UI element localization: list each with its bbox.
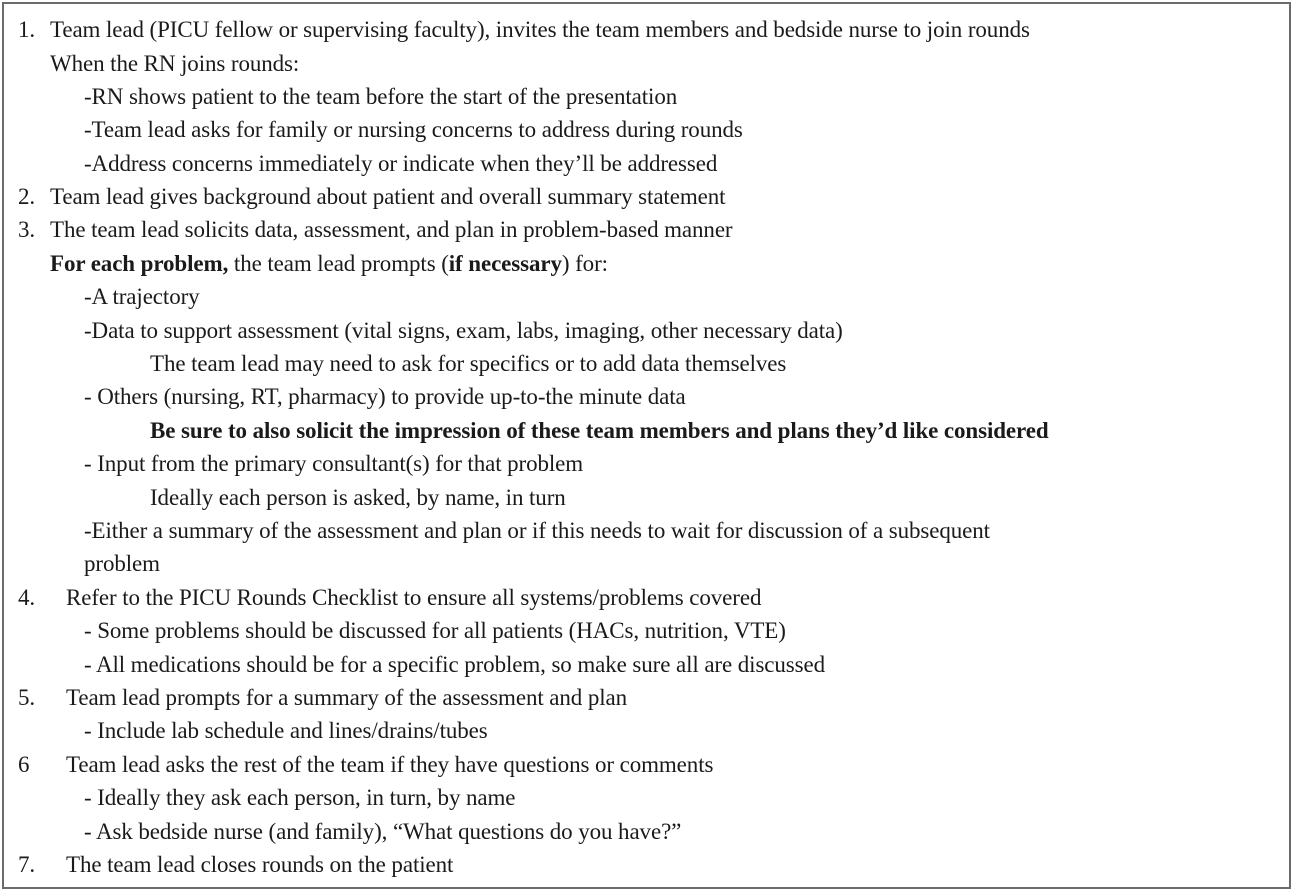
- rounds-procedure-list: [4, 4, 1289, 887]
- plain-phrase: ) for:: [561, 251, 608, 276]
- step-3-bullet: -Either a summary of the assessment and plan or if this needs to wait for discussion of a subsequent: [84, 518, 990, 543]
- step-3-text: The team lead solicits data, assessment, and plan in problem-based manner: [50, 217, 733, 242]
- step-1-subheading: When the RN joins rounds:: [50, 51, 300, 76]
- step-3-emphasis: Be sure to also solicit the impression of these team members and plans they’d like considered: [150, 418, 1049, 443]
- bold-phrase: if necessary: [448, 251, 562, 276]
- step-6-bullet: - Ask bedside nurse (and family), “What questions do you have?”: [84, 819, 682, 844]
- step-6-text: Team lead asks the rest of the team if they have questions or comments: [66, 752, 714, 777]
- document-frame: [2, 2, 1291, 889]
- item-number: 1.: [18, 17, 36, 42]
- item-number: 6: [18, 752, 30, 777]
- step-4-bullet: - All medications should be for a specific problem, so make sure all are discussed: [84, 652, 826, 677]
- item-number: 2.: [18, 184, 36, 209]
- step-5-text: Team lead prompts for a summary of the assessment and plan: [66, 685, 628, 710]
- step-1-bullet: -Team lead asks for family or nursing concerns to address during rounds: [84, 117, 743, 142]
- step-1-bullet: -RN shows patient to the team before the start of the presentation: [84, 84, 678, 109]
- step-3-bullet: -A trajectory: [84, 284, 200, 309]
- step-6-bullet: - Ideally they ask each person, in turn, by name: [84, 785, 516, 810]
- step-5-bullet: - Include lab schedule and lines/drains/tubes: [84, 718, 488, 743]
- item-number: 5.: [18, 685, 36, 710]
- step-3-note: Ideally each person is asked, by name, in turn: [150, 485, 566, 510]
- step-4-text: Refer to the PICU Rounds Checklist to ensure all systems/problems covered: [66, 585, 762, 610]
- step-1-text: Team lead (PICU fellow or supervising faculty), invites the team members and bedside nurse to join rounds: [50, 17, 1030, 42]
- step-3-note: The team lead may need to ask for specifics or to add data themselves: [150, 351, 787, 376]
- step-3-subheading: [50, 250, 608, 278]
- step-3-bullet: - Others (nursing, RT, pharmacy) to provide up-to-the minute data: [84, 384, 686, 409]
- step-1-bullet: -Address concerns immediately or indicate when they’ll be addressed: [84, 151, 718, 176]
- item-number: 4.: [18, 585, 36, 610]
- step-4-bullet: - Some problems should be discussed for all patients (HACs, nutrition, VTE): [84, 618, 786, 643]
- step-3-bullet: - Input from the primary consultant(s) for that problem: [84, 451, 584, 476]
- step-3-bullet: -Data to support assessment (vital signs, exam, labs, imaging, other necessary data): [84, 318, 843, 343]
- step-7-text: The team lead closes rounds on the patient: [66, 852, 454, 877]
- item-number: 3.: [18, 217, 36, 242]
- step-2-text: Team lead gives background about patient and overall summary statement: [50, 184, 726, 209]
- plain-phrase: the team lead prompts (: [228, 251, 449, 276]
- item-number: 7.: [18, 852, 36, 877]
- step-3-bullet-continued: problem: [84, 551, 160, 576]
- bold-phrase: For each problem,: [50, 251, 229, 276]
